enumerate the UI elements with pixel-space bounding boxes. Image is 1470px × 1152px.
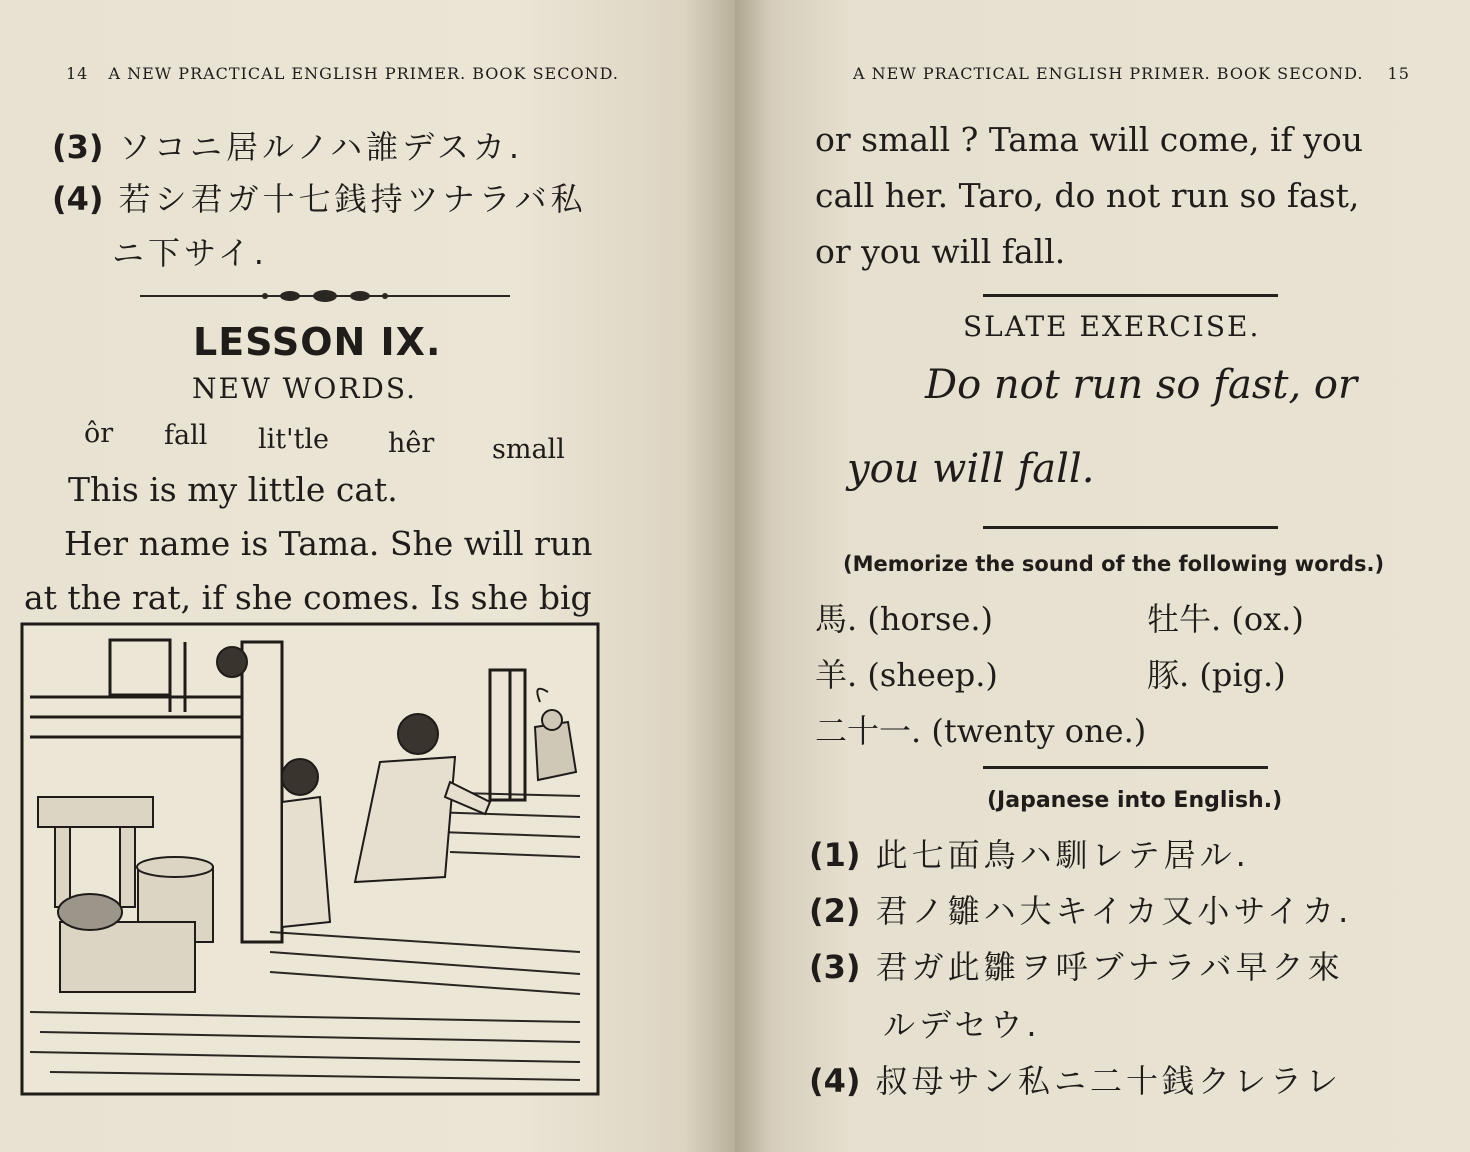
left-page-header <box>66 64 619 83</box>
exercise-item <box>809 942 1344 988</box>
page-number: 14 <box>66 64 89 83</box>
vocab-kanji: 二十一. <box>815 712 922 750</box>
exercise-number: (3) <box>52 128 104 166</box>
lesson-illustration <box>20 622 602 1097</box>
paragraph-line: Her name is Tama. She will run <box>64 524 593 563</box>
paragraph-line: at the rat, if she comes. Is she big <box>24 578 592 617</box>
vocab-item <box>815 706 1146 752</box>
exercise-item <box>809 830 1250 876</box>
lesson-title: LESSON IX. <box>193 320 442 364</box>
vocab-item <box>1147 650 1286 696</box>
section-rule <box>983 294 1278 297</box>
new-word: lit'tle <box>258 424 330 455</box>
vocab-english: (sheep.) <box>867 656 998 694</box>
page-number: 15 <box>1387 64 1410 83</box>
new-words-heading: NEW WORDS. <box>192 372 417 405</box>
slate-script-line: you will fall. <box>847 446 1095 492</box>
vocab-kanji: 羊. <box>815 656 858 694</box>
exercise-number: (4) <box>52 180 104 218</box>
paragraph-line: call her. Taro, do not run so fast, <box>815 176 1360 215</box>
running-title: A NEW PRACTICAL ENGLISH PRIMER. BOOK SECOND. <box>853 64 1364 83</box>
right-page <box>735 0 1470 1152</box>
section-rule <box>983 526 1278 529</box>
exercise-item <box>52 174 587 220</box>
slate-exercise-heading: SLATE EXERCISE. <box>963 310 1261 343</box>
vocab-item <box>1147 594 1304 640</box>
exercise-item-continued <box>883 1000 1041 1046</box>
exercise-text: 叔母サン私ニ二十銭クレラレ <box>875 1062 1343 1100</box>
exercise-number: (4) <box>809 1062 861 1100</box>
new-word: fall <box>164 420 208 451</box>
exercise-text: ソコニ居ルノハ誰デスカ. <box>118 128 524 166</box>
exercise-number: (1) <box>809 836 861 874</box>
new-word: small <box>492 434 565 465</box>
vocab-kanji: 牡牛. <box>1147 600 1222 638</box>
slate-script-line: Do not run so fast, or <box>925 362 1358 408</box>
vocab-english: (ox.) <box>1231 600 1304 638</box>
exercise-number: (3) <box>809 948 861 986</box>
new-word: ôr <box>84 418 114 449</box>
ornament-divider <box>140 284 510 308</box>
vocab-item <box>815 594 993 640</box>
vocab-english: (pig.) <box>1199 656 1286 694</box>
exercise-text: 君ガ此雛ヲ呼ブナラバ早ク來 <box>875 948 1344 986</box>
exercise-item <box>809 886 1352 932</box>
exercise-item-continued <box>112 228 268 274</box>
running-title: A NEW PRACTICAL ENGLISH PRIMER. BOOK SECOND. <box>108 64 619 83</box>
memorize-heading: (Memorize the sound of the following words.) <box>843 552 1385 576</box>
exercise-text: 若シ君ガ十七銭持ツナラバ私 <box>118 180 587 218</box>
exercise-text: 君ノ雛ハ大キイカ又小サイカ. <box>875 892 1353 930</box>
new-word: hêr <box>388 428 435 459</box>
vocab-kanji: 豚. <box>1147 656 1190 694</box>
vocab-english: (horse.) <box>867 600 994 638</box>
right-page-header <box>853 64 1410 83</box>
exercise-text: 此七面鳥ハ馴レテ居ル. <box>875 836 1250 874</box>
vocab-kanji: 馬. <box>815 600 858 638</box>
exercise-number: (2) <box>809 892 861 930</box>
exercise-text: ニ下サイ. <box>112 234 268 272</box>
exercise-text: ルデセウ. <box>883 1006 1041 1044</box>
paragraph-line: or small ? Tama will come, if you <box>815 120 1363 159</box>
paragraph-line: or you will fall. <box>815 232 1066 271</box>
translation-heading: (Japanese into English.) <box>987 788 1283 813</box>
exercise-item <box>809 1056 1342 1102</box>
paragraph-line: This is my little cat. <box>68 470 398 509</box>
vocab-item <box>815 650 998 696</box>
section-rule <box>983 766 1268 769</box>
exercise-item <box>52 122 523 168</box>
vocab-english: (twenty one.) <box>931 712 1147 750</box>
